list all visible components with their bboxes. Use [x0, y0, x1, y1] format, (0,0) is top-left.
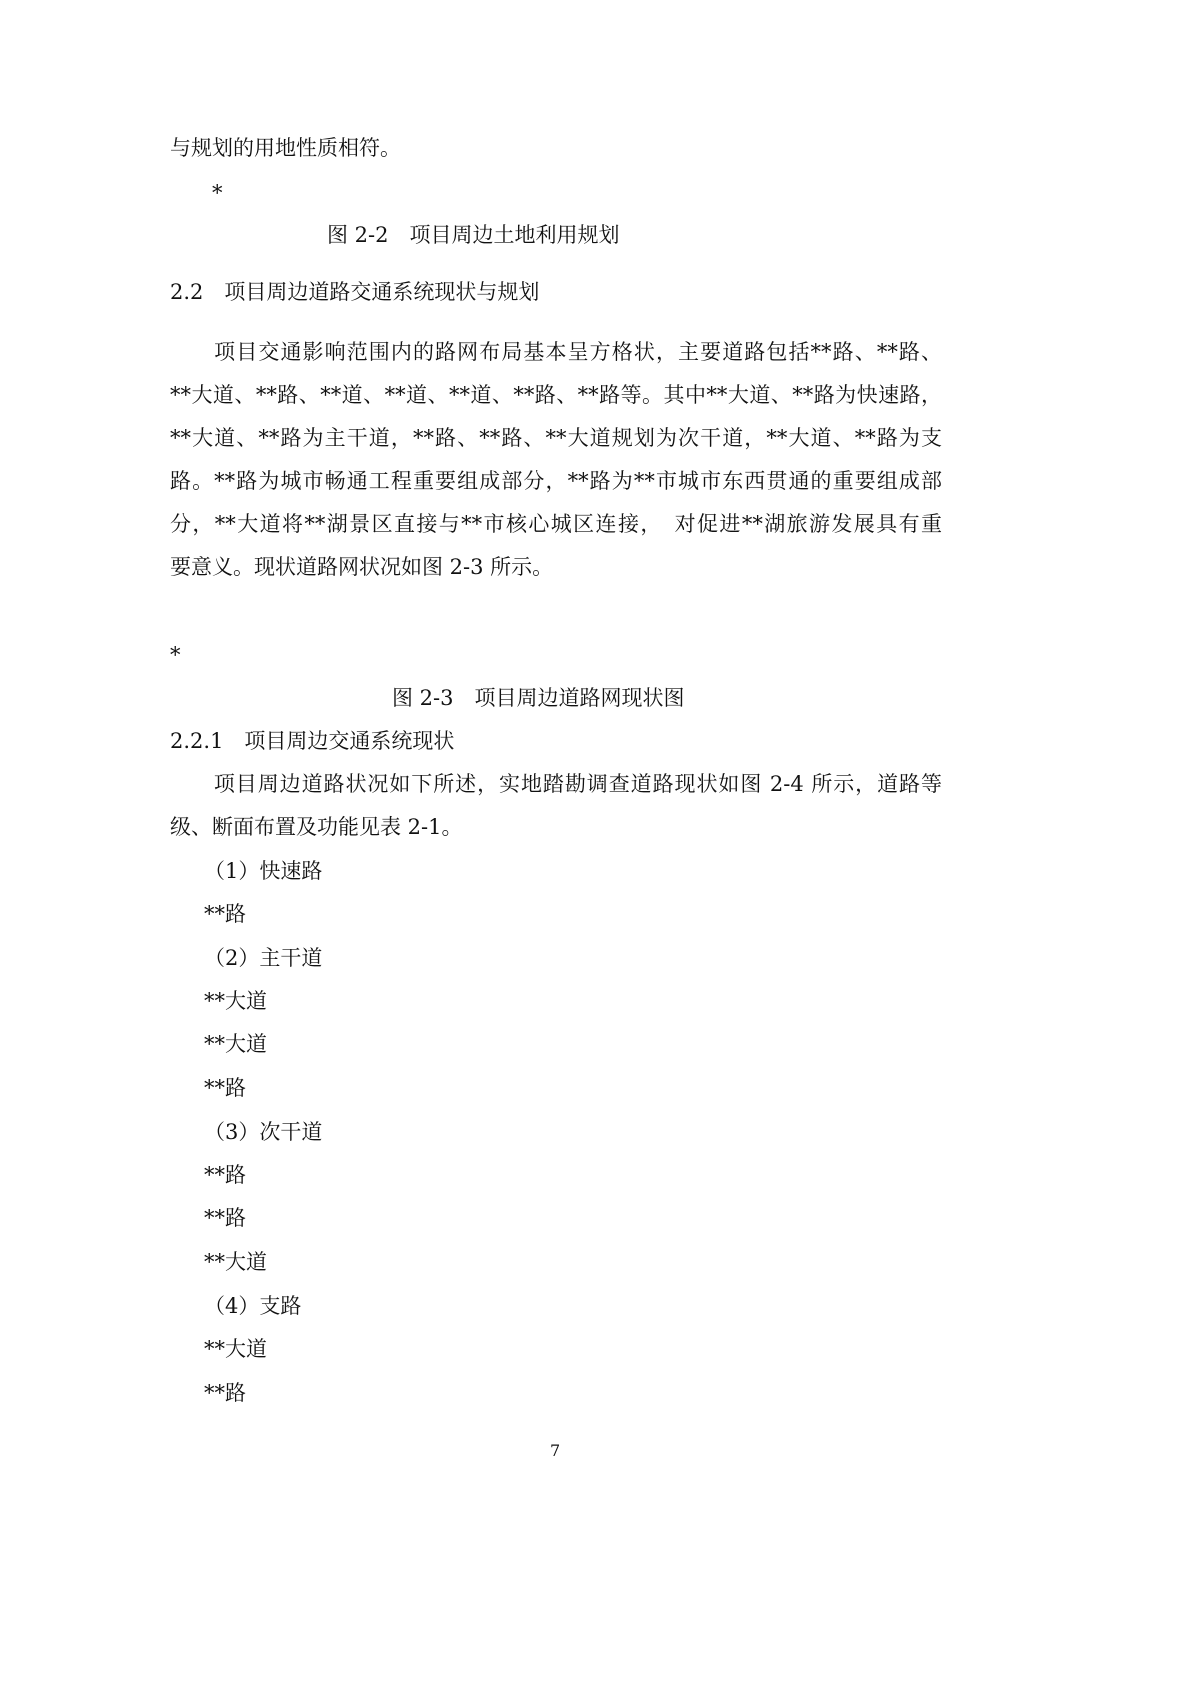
road-category: （1）快速路	[204, 859, 323, 883]
road-item: **路	[204, 902, 246, 926]
page-number: 7	[550, 1441, 561, 1460]
paragraph-line: 路。**路为城市畅通工程重要组成部分，**路为**市城市东西贯通的重要组成部	[170, 469, 942, 493]
paragraph-line: 项目交通影响范围内的路网布局基本呈方格状，主要道路包括**路、**路、	[170, 340, 942, 364]
road-category: （4）支路	[204, 1294, 302, 1318]
road-item: **路	[204, 1076, 246, 1100]
paragraph-line: 要意义。现状道路网状况如图 2-3 所示。	[170, 555, 554, 579]
road-item: **大道	[204, 1250, 267, 1274]
figure-caption: 图 2-2 项目周边土地利用规划	[327, 223, 620, 247]
body-text-line: 与规划的用地性质相符。	[170, 136, 401, 160]
road-item: **大道	[204, 1032, 267, 1056]
paragraph-line: **大道、**路、**道、**道、**道、**路、**路等。其中**大道、**路为快速路，	[170, 383, 942, 407]
paragraph-line: 分，**大道将**湖景区直接与**市核心城区连接， 对促进**湖旅游发展具有重	[170, 512, 942, 536]
paragraph-line: 项目周边道路状况如下所述，实地踏勘调查道路现状如图 2-4 所示，道路等	[170, 772, 942, 796]
road-category: （2）主干道	[204, 946, 323, 970]
figure-placeholder: *	[212, 181, 223, 205]
road-category: （3）次干道	[204, 1120, 323, 1144]
road-item: **路	[204, 1163, 246, 1187]
paragraph-line: 级、断面布置及功能见表 2-1。	[170, 815, 463, 839]
road-item: **大道	[204, 1337, 267, 1361]
figure-placeholder: *	[170, 643, 181, 667]
road-item: **路	[204, 1206, 246, 1230]
subsection-heading: 2.2.1 项目周边交通系统现状	[170, 729, 455, 753]
section-heading: 2.2 项目周边道路交通系统现状与规划	[170, 280, 540, 304]
paragraph-line: **大道、**路为主干道，**路、**路、**大道规划为次干道，**大道、**路为支	[170, 426, 942, 450]
road-item: **大道	[204, 989, 267, 1013]
figure-caption: 图 2-3 项目周边道路网现状图	[392, 686, 685, 710]
road-item: **路	[204, 1381, 246, 1405]
